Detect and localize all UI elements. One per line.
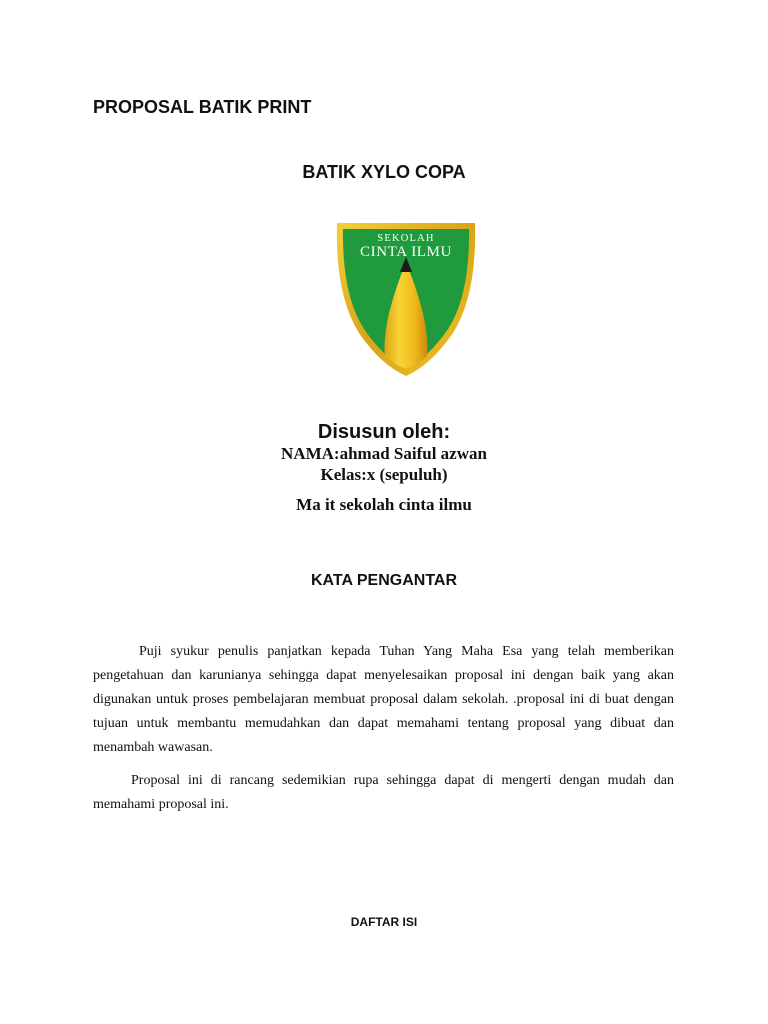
foreword-heading: KATA PENGANTAR [310,572,458,589]
logo-text-main: CINTA ILMU [360,244,452,260]
document-subtitle: BATIK XYLO COPA [302,162,466,182]
author-school: Ma it sekolah cinta ilmu [296,495,472,514]
shield-emblem-icon [331,217,481,379]
author-name: NAMA:ahmad Saiful azwan [281,444,487,463]
document-title: PROPOSAL BATIK PRINT [93,97,312,117]
school-logo [331,217,481,379]
foreword-paragraph: Puji syukur penulis panjatkan kepada Tuhan Yang Maha Esa yang telah memberikan pengetahuan dan karunianya sehingga dapat menyelesaikan proposal ini dengan baik yang akan digunakan untuk proses pembelajaran membuat proposal dalam sekolah. .proposal ini di buat dengan tujuan untuk membantu memudahkan dan dapat memahami tentang proposal yang dibuat dan menambah wawasan. [93,644,674,755]
toc-heading: DAFTAR ISI [350,915,418,929]
author-heading: Disusun oleh: [317,421,451,443]
author-class: Kelas:x (sepuluh) [320,465,448,484]
foreword-paragraph: Proposal ini di rancang sedemikian rupa sehingga dapat di mengerti dengan mudah dan memahami proposal ini. [93,773,674,812]
logo-text-top: SEKOLAH [377,233,435,244]
